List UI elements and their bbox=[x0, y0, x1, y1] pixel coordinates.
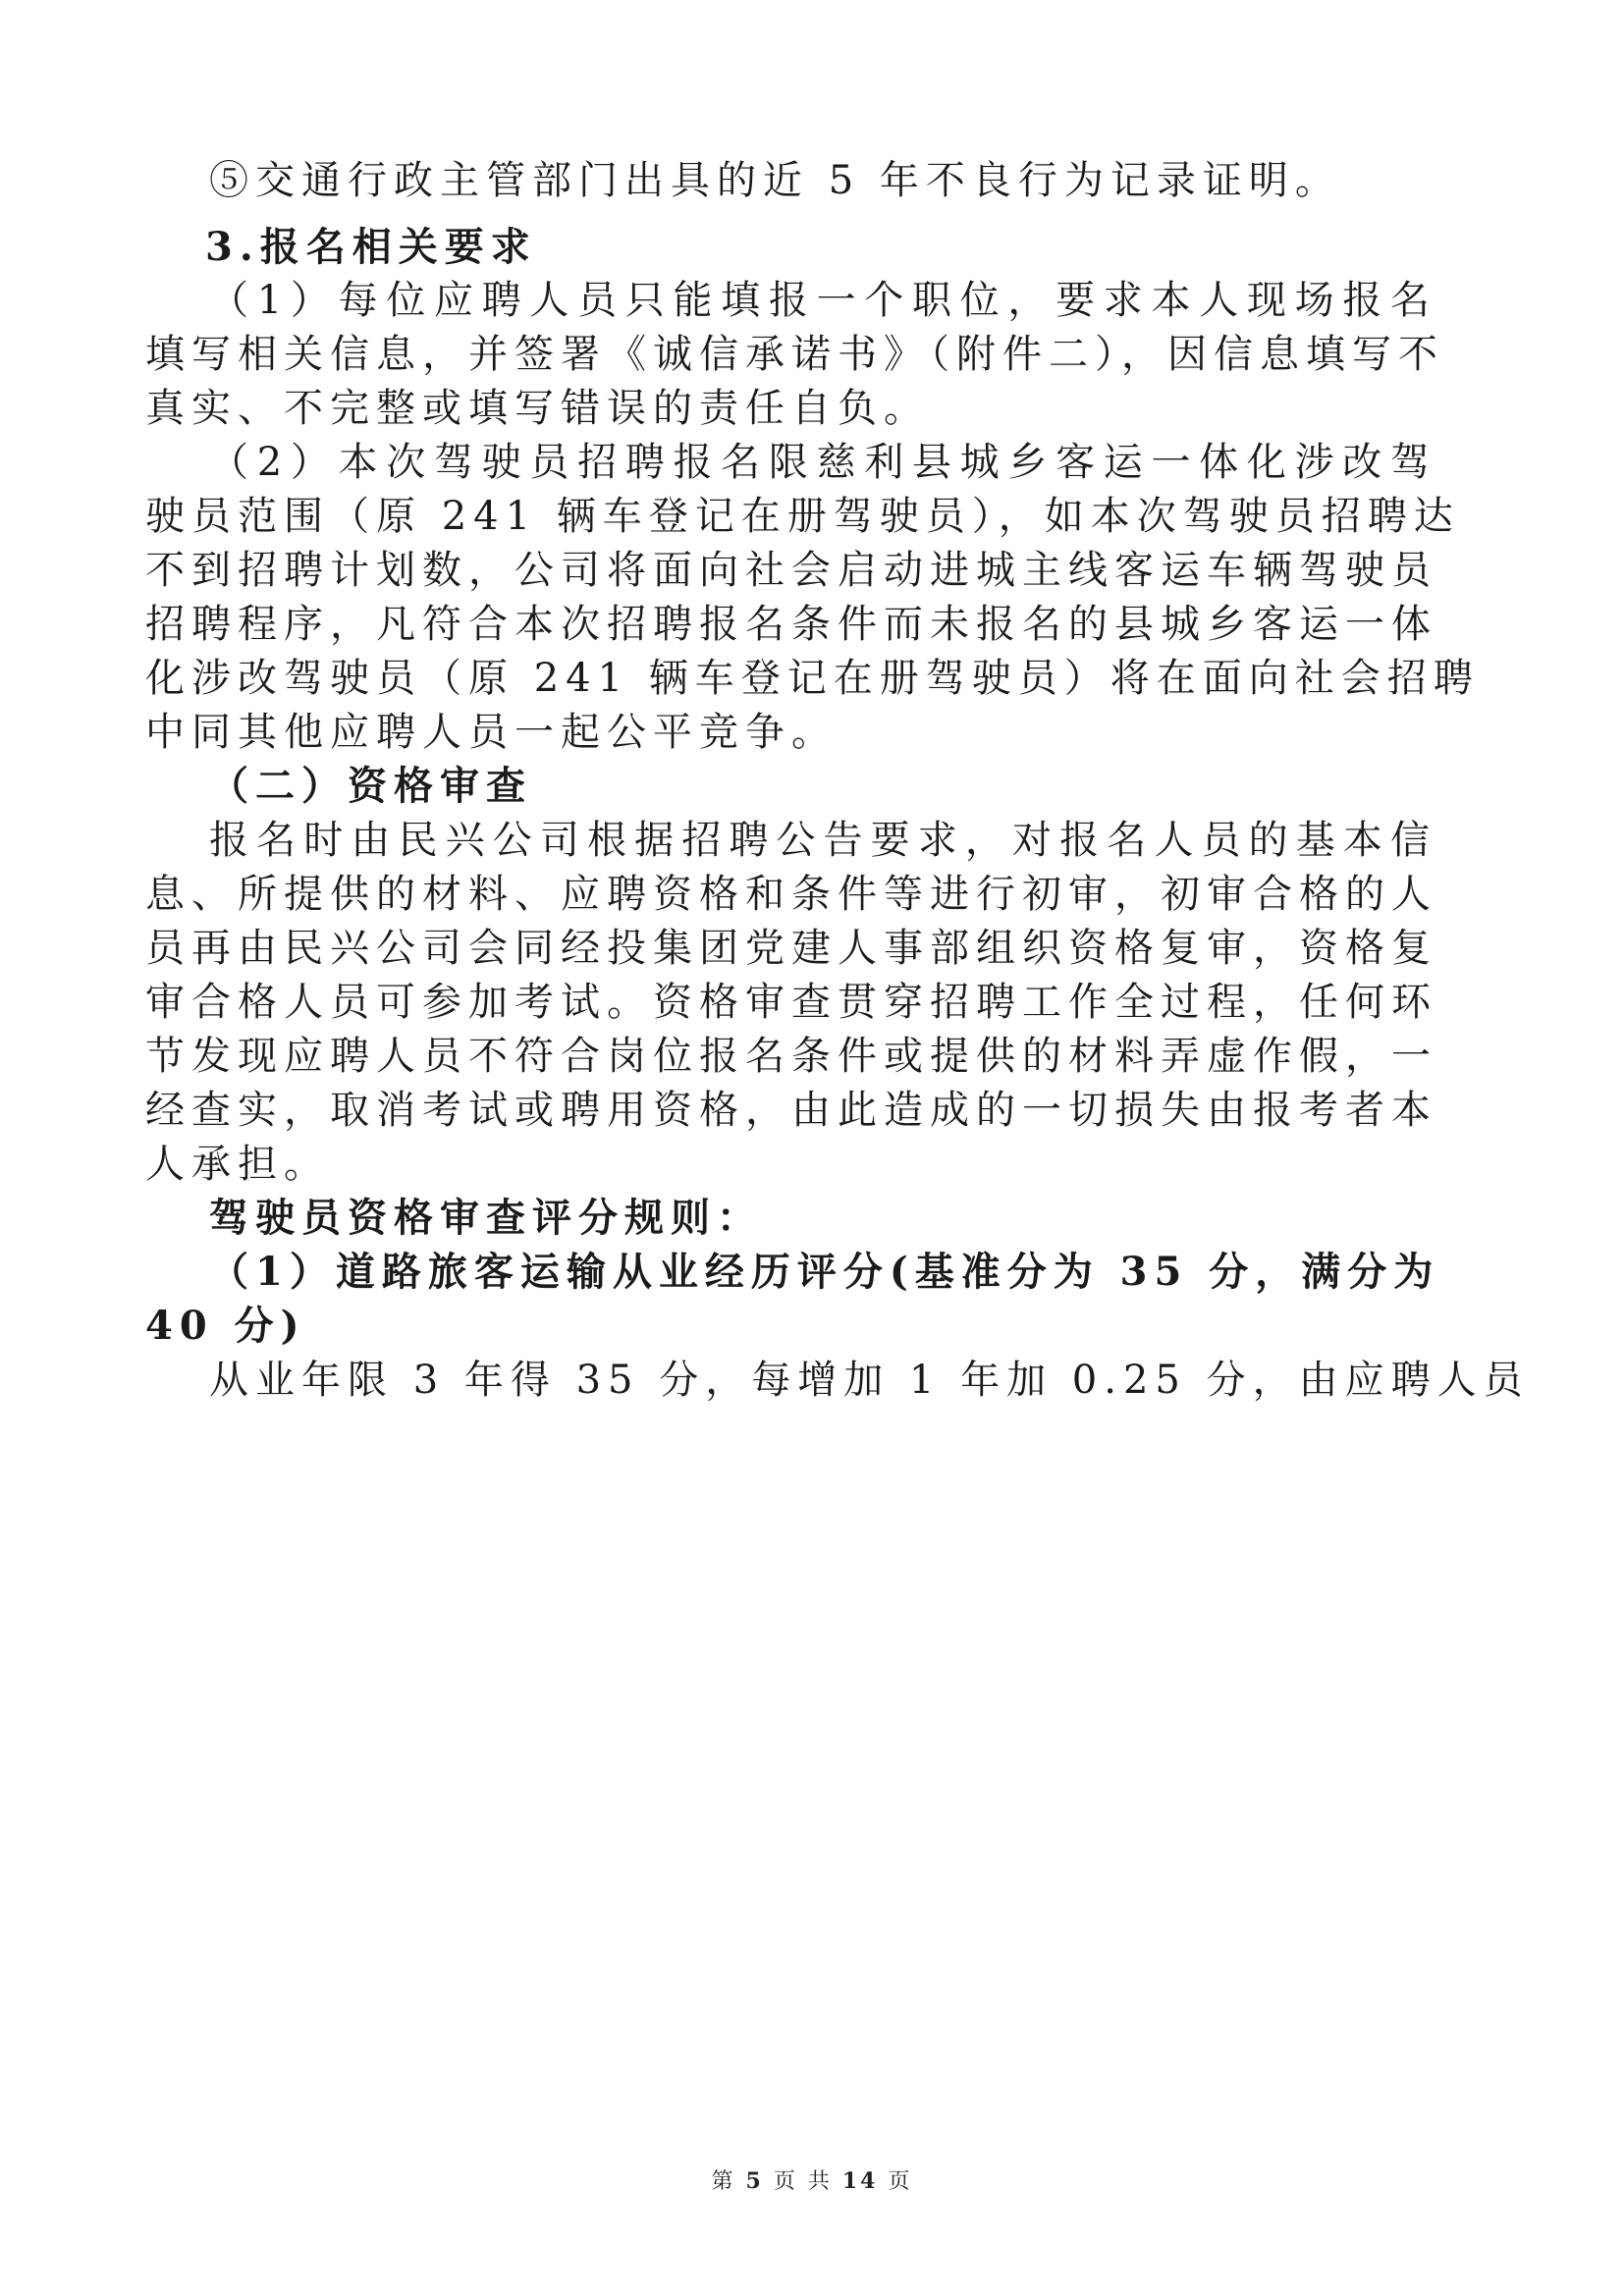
review-line-2: 息、所提供的材料、应聘资格和条件等进行初审，初审合格的人 bbox=[145, 872, 1437, 917]
requirement-2-line-1: （2）本次驾驶员招聘报名限慈利县城乡客运一体化涉改驾 bbox=[209, 440, 1436, 485]
requirement-1-line-3: 真实、不完整或填写错误的责任自负。 bbox=[145, 386, 930, 431]
section-heading-3: 3.报名相关要求 bbox=[205, 224, 537, 270]
rule-1-title-line-2: 40 分) bbox=[145, 1303, 306, 1349]
footer-suffix: 页 bbox=[888, 2169, 913, 2194]
footer-middle: 页 共 bbox=[773, 2169, 833, 2194]
requirement-2-line-4: 招聘程序，凡符合本次招聘报名条件而未报名的县城乡客运一体 bbox=[145, 602, 1437, 647]
requirement-2-line-5: 化涉改驾驶员（原 241 辆车登记在册驾驶员）将在面向社会招聘 bbox=[145, 656, 1480, 701]
footer-prefix: 第 bbox=[711, 2169, 736, 2194]
review-line-5: 节发现应聘人员不符合岗位报名条件或提供的材料弄虚作假，一 bbox=[145, 1034, 1437, 1079]
requirement-1-line-1: （1）每位应聘人员只能填报一个职位，要求本人现场报名 bbox=[209, 278, 1436, 323]
list-item-5: ⑤交通行政主管部门出具的近 5 年不良行为记录证明。 bbox=[209, 158, 1341, 203]
review-line-6: 经查实，取消考试或聘用资格，由此造成的一切损失由报考者本 bbox=[145, 1088, 1437, 1133]
requirement-2-line-3: 不到招聘计划数，公司将面向社会启动进城主线客运车辆驾驶员 bbox=[145, 548, 1437, 593]
review-line-4: 审合格人员可参加考试。资格审查贯穿招聘工作全过程，任何环 bbox=[145, 980, 1437, 1025]
review-line-1: 报名时由民兴公司根据招聘公告要求，对报名人员的基本信 bbox=[209, 818, 1436, 863]
footer-current-page: 5 bbox=[745, 2168, 764, 2194]
requirement-1-line-2: 填写相关信息，并签署《诚信承诺书》（附件二），因信息填写不 bbox=[145, 332, 1444, 377]
requirement-2-line-6: 中同其他应聘人员一起公平竞争。 bbox=[145, 710, 838, 755]
section-heading-review: （二）资格审查 bbox=[209, 763, 532, 809]
review-line-7: 人承担。 bbox=[145, 1142, 330, 1187]
page-footer bbox=[0, 2167, 1624, 2196]
requirement-2-line-2: 驶员范围（原 241 辆车登记在册驾驶员），如本次驾驶员招聘达 bbox=[145, 494, 1460, 539]
rule-1-title-line-1: （1）道路旅客运输从业经历评分(基准分为 35 分，满分为 bbox=[209, 1249, 1440, 1295]
rule-1-text-line-1: 从业年限 3 年得 35 分，每增加 1 年加 0.25 分，由应聘人员 bbox=[209, 1358, 1530, 1403]
footer-total-pages: 14 bbox=[841, 2168, 879, 2194]
review-line-3: 员再由民兴公司会同经投集团党建人事部组织资格复审，资格复 bbox=[145, 926, 1437, 971]
section-heading-scoring-rules: 驾驶员资格审查评分规则： bbox=[209, 1195, 763, 1241]
